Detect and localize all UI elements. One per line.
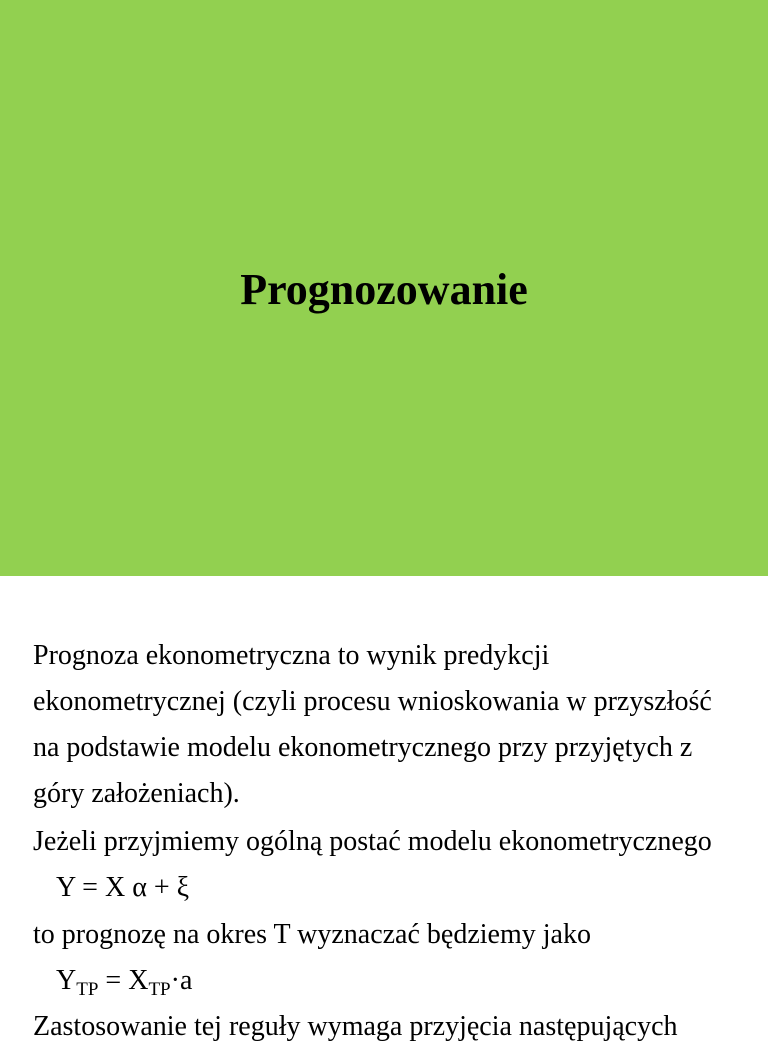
forecast-formula [56,965,193,1000]
paragraph-line-6: to prognozę na okres T wyznaczać będziemy jako [33,919,591,950]
content-slide [0,576,768,1042]
paragraph-line-cut: Zastosowanie tej reguły wymaga przyjęcia następujących [33,1011,678,1042]
formula-y: Y [56,965,77,996]
paragraph-line-2: ekonometrycznej (czyli procesu wnioskowania w przyszłość [33,686,712,717]
slide-title: Prognozowanie [240,265,528,314]
formula-x-subscript: TP [148,979,171,1000]
paragraph-line-3: na podstawie modelu ekonometrycznego przy przyjętych z [33,732,693,763]
model-formula: Y = X α + ξ [56,872,190,903]
formula-y-subscript: TP [76,979,99,1000]
formula-tail: ·a [170,965,193,996]
paragraph-line-1: Prognoza ekonometryczna to wynik predykcji [33,640,550,671]
paragraph-line-5: Jeżeli przyjmiemy ogólną postać modelu ekonometrycznego [33,826,712,857]
paragraph-line-4: góry założeniach). [33,778,240,809]
formula-equals-x: = X [98,965,149,996]
